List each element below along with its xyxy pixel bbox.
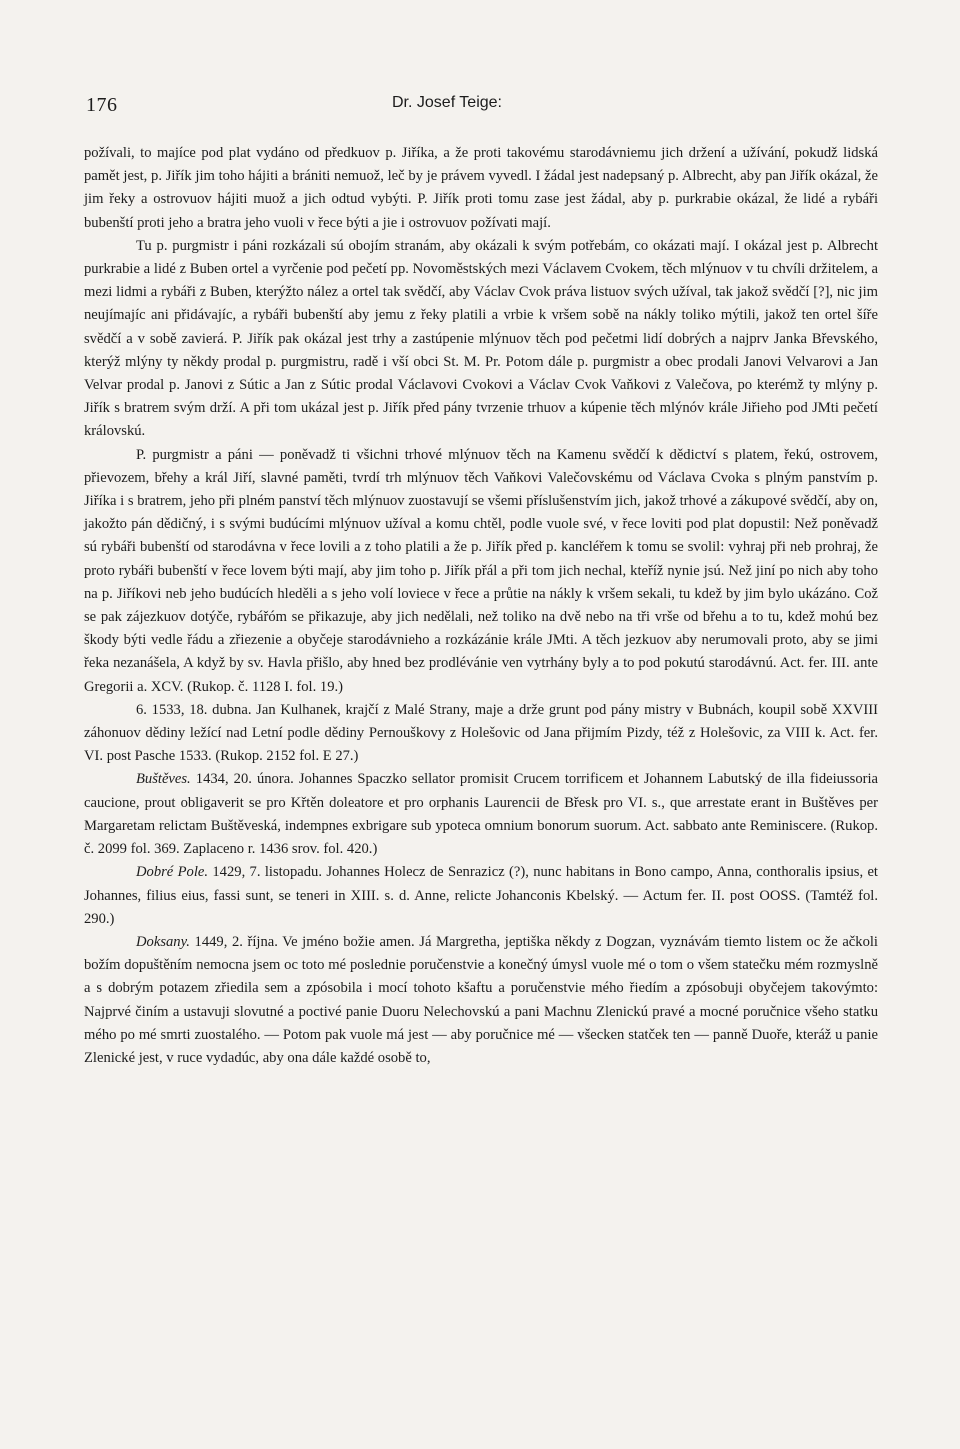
place-heading: Doksany. — [136, 933, 190, 950]
place-heading: Dobré Pole. — [136, 864, 209, 881]
paragraph-text: 1429, 7. listopadu. Johannes Holecz de Senrazicz (?), nunc habitans in Bono campo, Anna, conthoralis ipsius, et Johannes, filius eius, fassi sunt, se teneri in XIII. s. d. Anne, relicte Johanconis Kbelský. — Actum fer. II. post OOSS. (Tamtéž fol. 290.) — [84, 864, 878, 927]
page-number: 176 — [86, 94, 118, 116]
paragraph-text: 1434, 20. února. Johannes Spaczko sellator promisit Crucem torrificem et Johannem Labutský de illa fideiussoria caucione, prout obligaverit se pro Křtěn doleatore et pro orphanis Laurencii de Břesk pro VI. s., que arrestate erant in Buštěves per Margaretam relictam Buštěveská, indempnes exbrigare sub ypoteca omnium bonorum suorum. Act. sabbato ante Reminiscere. (Rukop. č. 2099 fol. 369. Zaplaceno r. 1436 srov. fol. 420.) — [84, 771, 879, 858]
running-head: Dr. Josef Teige: — [392, 94, 502, 111]
paragraph — [84, 444, 878, 699]
paragraph — [84, 768, 878, 861]
paragraph-text: 6. 1533, 18. dubna. Jan Kulhanek, krajčí z Malé Strany, maje a drže grunt pod pány mistry v Bubnách, koupil sobě XXVIII záhonuov dědiny ležící nad Letní podle dědiny Pernouškovy z Holešovic od Jana přijmím Pizdy, též z Holešovic, za VIII k. Act. fer. VI. post Pasche 1533. (Rukop. 2152 fol. E 27.) — [84, 701, 878, 765]
paragraph-text: 1449, 2. října. Ve jméno božie amen. Já Margretha, jeptiška někdy z Dogzan, vyznávám tiemto listem oc že ačkoli božím dopuštěním nemocna jsem oc toto mé poslednie poručenstvie a konečný úmysl vuole mé o tom o všem statečku mém rozmyslně a s dobrým potazem zřiedila sem a zpósobila i mocí tohoto kšaftu a poručenstvie mého řiedím a zpósobuji obyčejem takovýmto: Najprvé činím a ustavuji slovutné a poctivé panie Duoru Nelechovskú a pani Machnu Zlenickú pravé a mocné poručnice všeho statku mého po mé smrti zuostalého. — Potom pak vuole má jest — aby poručnice mé — všecken statček ten — panně Duoře, kteráž u panie Zlenické jest, v ruce vydadúc, aby ona dále každé osobě to, — [84, 933, 878, 1066]
paragraph-text: Tu p. purgmistr i páni rozkázali sú obojím stranám, aby okázali k svým potřebám, co okázati mají. I okázal jest p. Albrecht purkrabie a lidé z Buben ortel a vyrčenie pod pečetí pp. Novoměstských mezi Václavem Cvokem, těch mlýnuov v tu chvíli držitelem, a mezi lidmi a rybáři z Buben, kterýžto nález a ortel tak svědčí, aby Václav Cvok práva listuov svých užíval, tak jakož svědčí [?], nic jim neujímajíc ani přidávajíc, a rybáři bubenští aby jemu z řeky platili a vrbie k vršem sobě na nákly toliko mýtili, jakož ten ortel šíře svědčí a v sobě zavierá. P. Jiřík pak okázal jest trhy a zastúpenie mlýnuov těch pod pečetmi lidí dobrých a najprv Janka Břevského, kterýž mlýny ty někdy prodal p. purgmistru, radě i vší obci St. M. Pr. Potom dále p. purgmistr a obec prodali Janovi Velvarovi a Jan Velvar prodal p. Janovi z Sútic a Jan z Sútic prodal Václavovi Cvokovi a Václav Cvok Vaňkovi z Valečova, po kterémž ty mlýny p. Jiřík s bratrem svým drží. A při tom ukázal jest p. Jiřík před pány tvrzenie trhuov a kúpenie těch mlýnóv krále Jiřieho pod JMti pečetí královskú. — [84, 237, 878, 440]
paragraph — [84, 931, 878, 1070]
body-text — [84, 142, 878, 1070]
paragraph-text: P. purgmistr a páni — poněvadž ti všichni trhové mlýnuov těch na Kamenu svědčí k dědictví s platem, řekú, ostrovem, přievozem, břehy a král Jiří, slavné paměti, tvrdí trh mlýnuov těch Vaňkovi Valečovskému od Václava Cvoka s plným panstvím p. Jiříka i s bratrem, jeho při plném panství těch mlýnuov zuostavují se všemi příslušenstvím jich, jakož trhové a zákupové svědčí, aby on, jakožto pán dědičný, i s svými budúcími mlýnuov užíval a komu chtěl, podle vuole své, v řece loviti pod plat dopustil: Než poněvadž sú rybáři bubenští od starodávna v řece lovili a z toho platili a že p. Jiřík před p. kancléřem k tomu se svolil: vyhraj při neb prohraj, že proto rybáři bubenští v řece lovem býti mají, aby jim toho p. Jiřík přál a při tom jich nechal, kteříž nynie jsú. Než jiní po nich aby toho na p. Jiříkovi neb jeho budúcích hleděli a s jeho volí loviece v řece a průtie na nákly k vršem sekali, tu kdež by jim bylo ukázáno. Což se pak zájezkuov dotýče, rybářóm se přikazuje, aby jich nedělali, než toliko na dvě nebo na tři vrše od břehu a to tu, kdež mohú bez škody býti vedle řádu a zřiezenie a obyčeje starodávnieho a rozkázánie krále JMti. A těch jezkuov aby nerumovali proto, aby se jimi řeka nezanášela, A když by sv. Havla přišlo, aby hned bez prodlévánie ven vytrhány byly a to pod pokutú starodávnú. Act. fer. III. ante Gregorii a. XCV. (Rukop. č. 1128 I. fol. 19.) — [84, 446, 878, 695]
paragraph — [84, 699, 878, 769]
paragraph — [84, 861, 878, 931]
paragraph-text: požívali, to majíce pod plat vydáno od předkuov p. Jiříka, a že proti takovému starodávniemu jich držení a užívání, pokudž lidská pamět jest, p. Jiřík jim toho hájiti a brániti nemuož, leč by je právem vyvedl. I žádal jest nadepsaný p. Albrecht, aby pan Jiřík okázal, že jim řeky a ostrovuov hájiti muož a jich odtud vybýti. P. Jiřík proti tomu zase jest žádal, aby p. purkrabie okázal, že lidé a rybáři bubenští proti jeho a bratra jeho vuoli v řece býti a jie i ostrovuov požívati mají. — [84, 145, 878, 231]
page-header — [86, 94, 874, 124]
paragraph — [84, 142, 878, 235]
place-heading: Buštěves. — [136, 771, 191, 788]
paragraph — [84, 235, 878, 444]
